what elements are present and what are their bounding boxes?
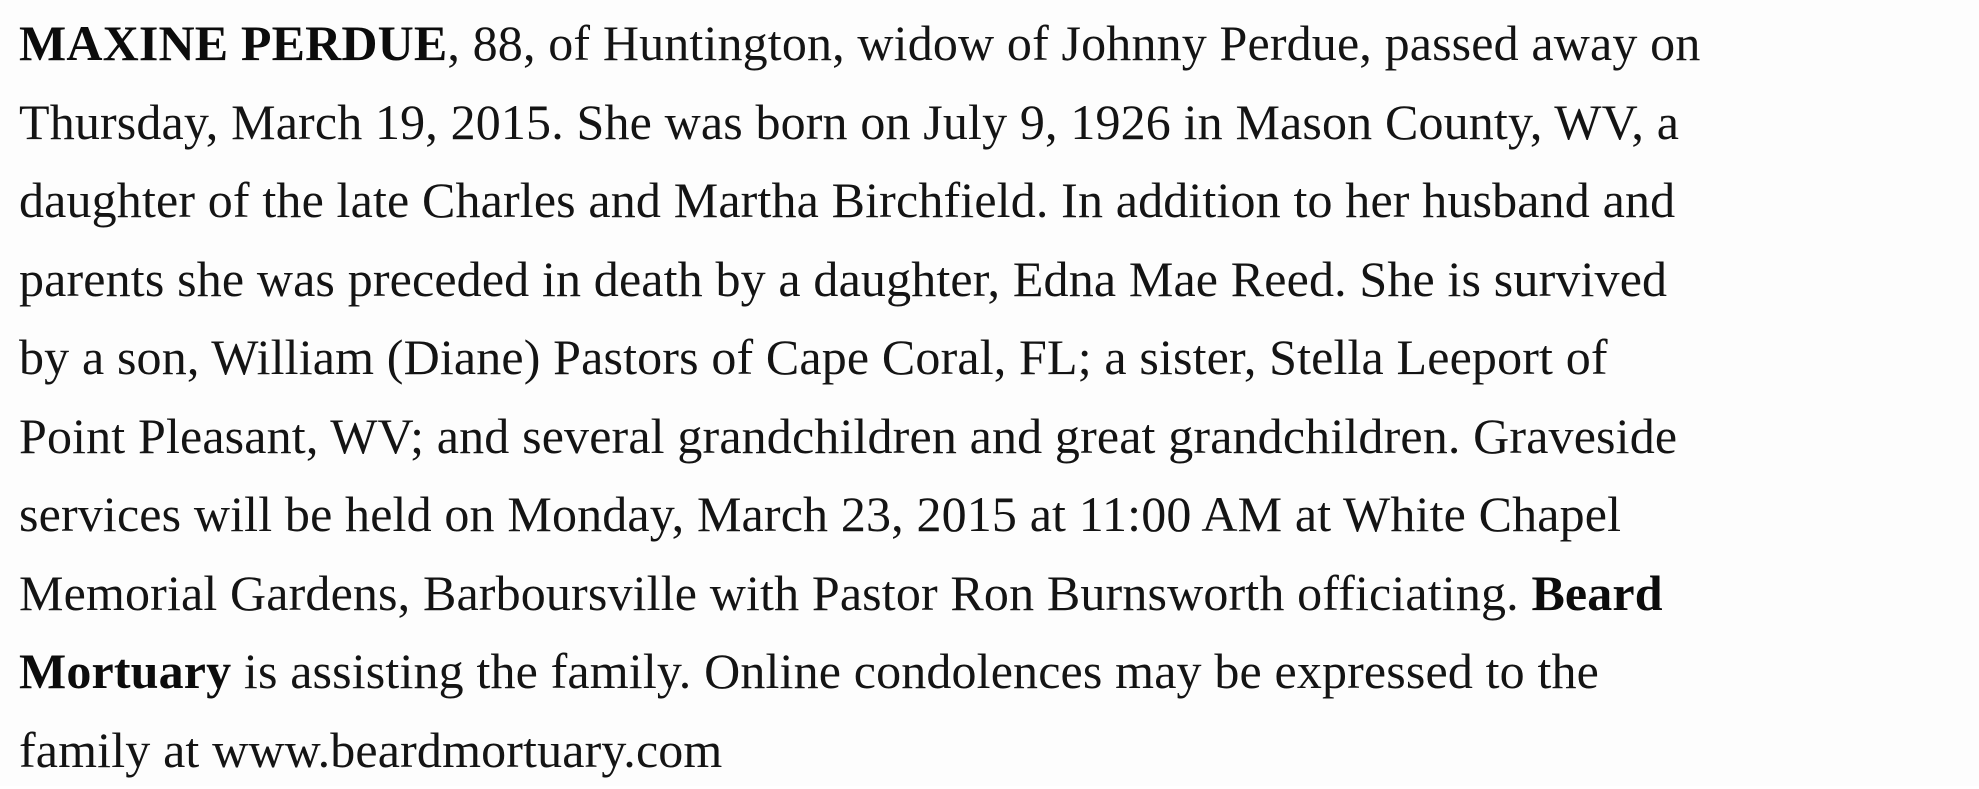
funeral-home-name-part-1: Beard [1531, 565, 1662, 621]
line-8-text: Memorial Gardens, Barboursville with Pastor Ron Burnsworth officiating. [19, 565, 1531, 621]
obituary-line-3: daughter of the late Charles and Martha Birchfield. In addition to her husband and [19, 161, 1969, 240]
obituary-line-7: services will be held on Monday, March 23, 2015 at 11:00 AM at White Chapel [19, 475, 1969, 554]
obituary-line-1 [19, 4, 1969, 83]
obituary-line-2: Thursday, March 19, 2015. She was born on July 9, 1926 in Mason County, WV, a [19, 83, 1969, 162]
obituary-text [19, 4, 1969, 789]
funeral-home-name-part-2: Mortuary [19, 643, 231, 699]
obituary-line-9 [19, 632, 1969, 711]
line-1-text: , 88, of Huntington, widow of Johnny Perdue, passed away on [447, 15, 1700, 71]
obituary-line-5: by a son, William (Diane) Pastors of Cape Coral, FL; a sister, Stella Leeport of [19, 318, 1969, 397]
line-9-text: is assisting the family. Online condolences may be expressed to the [231, 643, 1599, 699]
obituary-line-8 [19, 554, 1969, 633]
obituary-line-6: Point Pleasant, WV; and several grandchildren and great grandchildren. Graveside [19, 397, 1969, 476]
obituary-line-4: parents she was preceded in death by a daughter, Edna Mae Reed. She is survived [19, 240, 1969, 319]
deceased-name: MAXINE PERDUE [19, 15, 447, 71]
obituary-line-10: family at www.beardmortuary.com [19, 711, 1969, 789]
